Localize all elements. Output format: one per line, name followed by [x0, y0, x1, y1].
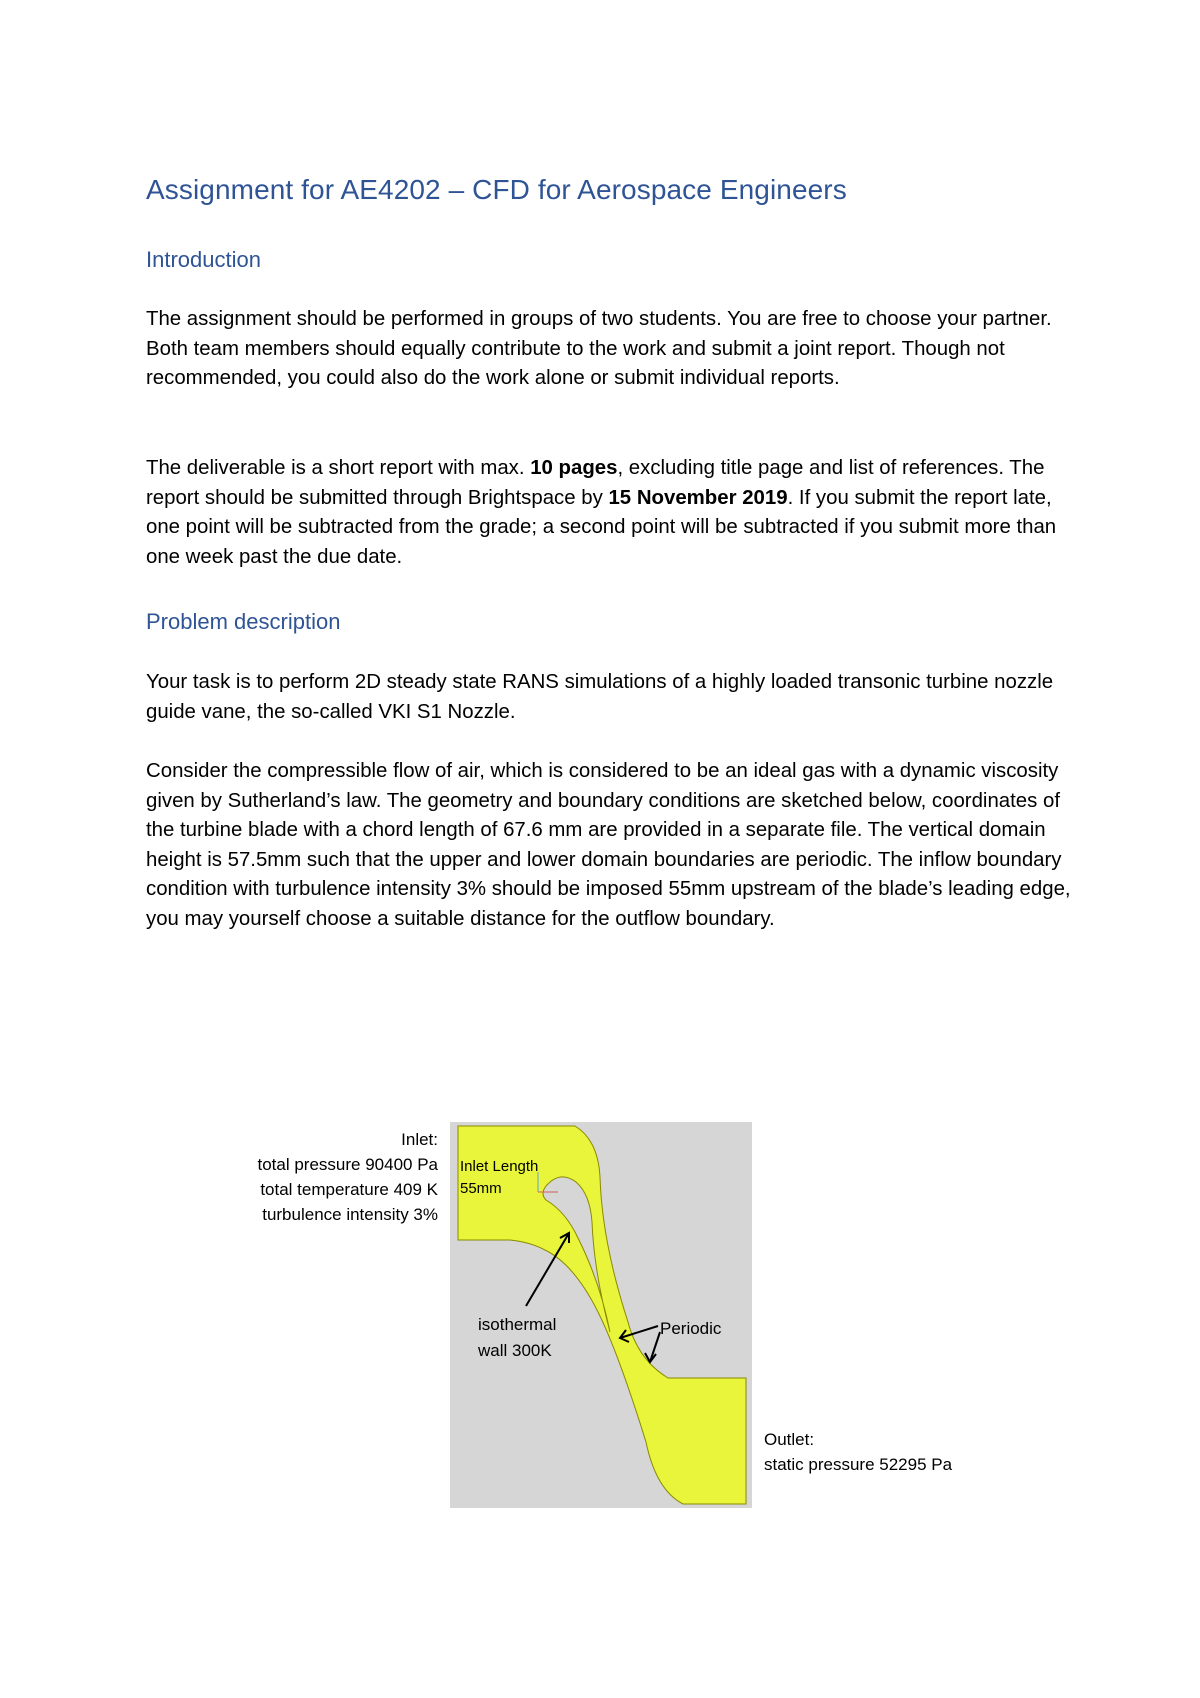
nozzle-geometry-figure — [450, 1122, 752, 1508]
p2-text-e: . If you submit the report late, one point will be subtracted from the grade; a second point will be subtracted if you submit more than one week past the due date. — [146, 486, 1057, 568]
inlet-title: Inlet: — [401, 1130, 438, 1149]
page-limit: 10 pages — [530, 457, 618, 479]
document-title: Assignment for AE4202 – CFD for Aerospace Engineers — [146, 174, 847, 205]
inlet-length-line-2: 55mm — [460, 1180, 502, 1197]
introduction-paragraph-1: The assignment should be performed in groups of two students. You are free to choose your partner. Both team members should equally contribute to the work and submit a joint report. Though not recommended, you could also do the work alone or submit individual reports. — [146, 308, 1052, 389]
inlet-total-pressure: total pressure 90400 Pa — [257, 1155, 438, 1174]
outlet-static-pressure: static pressure 52295 Pa — [764, 1455, 953, 1474]
problem-paragraph-1: Your task is to perform 2D steady state RANS simulations of a highly loaded transonic turbine nozzle guide vane, the so-called VKI S1 Nozzle. — [146, 671, 1054, 723]
wall-line-1: isothermal — [478, 1315, 557, 1334]
inlet-length-label — [460, 1156, 538, 1200]
outlet-title: Outlet: — [764, 1430, 815, 1449]
inlet-label — [200, 1127, 438, 1227]
inlet-length-line-1: Inlet Length — [460, 1158, 539, 1175]
problem-paragraph-2: Consider the compressible flow of air, which is considered to be an ideal gas with a dynamic viscosity given by Sutherland’s law. The geometry and boundary conditions are sketched below, coordinates of the turbine blade with a chord length of 67.6 mm are provided in a separate file. The vertical domain height is 57.5mm such that the upper and lower domain boundaries are periodic. The inflow boundary condition with turbulence intensity 3% should be imposed 55mm upstream of the blade’s leading edge, you may yourself choose a suitable distance for the outflow boundary. — [146, 760, 1071, 930]
problem-heading: Problem description — [146, 609, 341, 634]
wall-line-2: wall 300K — [478, 1341, 552, 1360]
due-date: 15 November 2019 — [608, 486, 788, 509]
inlet-total-temperature: total temperature 409 K — [260, 1180, 438, 1199]
inlet-turbulence-intensity: turbulence intensity 3% — [262, 1205, 438, 1224]
introduction-paragraph-2 — [146, 454, 1076, 572]
p2-text-a: The deliverable is a short report with max. — [146, 457, 531, 479]
p2-text-c: , excluding title page and list of references. The report should be submitted through Brightspace by — [146, 457, 1045, 509]
isothermal-wall-label — [478, 1312, 556, 1364]
introduction-heading: Introduction — [146, 247, 261, 272]
periodic-label: Periodic — [660, 1319, 722, 1338]
outlet-label — [764, 1427, 952, 1477]
